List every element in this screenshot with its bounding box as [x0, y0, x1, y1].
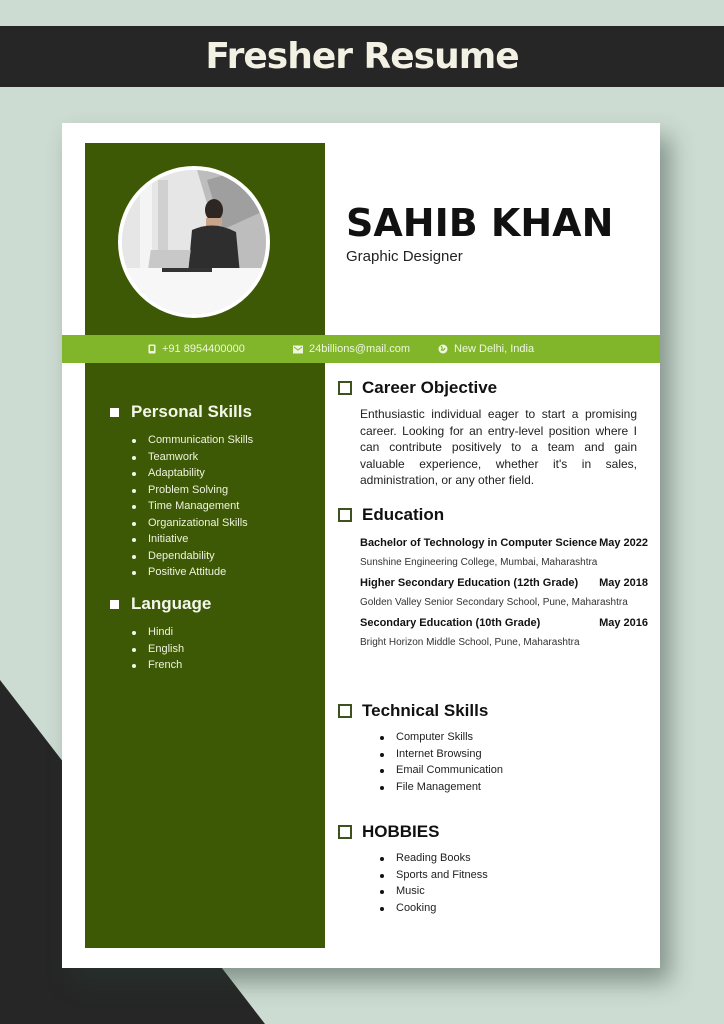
contact-phone: [148, 335, 245, 363]
hobbies-heading: HOBBIES: [338, 822, 648, 842]
list-item: Initiative: [132, 531, 253, 548]
personal-skills-list: [110, 432, 253, 581]
technical-skills-section: [338, 701, 648, 795]
language-section: [110, 594, 211, 674]
list-item: Adaptability: [132, 465, 253, 482]
list-item: Teamwork: [132, 449, 253, 466]
location-text: New Delhi, India: [454, 343, 535, 355]
list-item: Problem Solving: [132, 482, 253, 499]
education-entry: [360, 617, 648, 629]
list-item: Internet Browsing: [380, 746, 648, 763]
degree-title: Higher Secondary Education (12th Grade): [360, 577, 579, 589]
candidate-role: Graphic Designer: [346, 248, 463, 265]
square-bullet-icon: [110, 600, 119, 609]
contact-location: [438, 335, 534, 363]
career-objective-text: Enthusiastic individual eager to start a promising career. Looking for an entry-level position where I can contribute positively to a team and gain valuable experience, whether it's in sales, administration, or any other field.: [360, 407, 637, 487]
list-item: French: [132, 657, 211, 674]
personal-skills-section: [110, 402, 253, 581]
hollow-square-icon: [338, 381, 352, 395]
hollow-square-icon: [338, 704, 352, 718]
list-item: English: [132, 641, 211, 658]
list-item: File Management: [380, 779, 648, 796]
degree-title: Secondary Education (10th Grade): [360, 617, 541, 629]
candidate-name: SAHIB KHAN: [346, 201, 614, 245]
degree-date: May 2022: [599, 537, 648, 549]
phone-text: +91 8954400000: [162, 343, 245, 355]
email-text[interactable]: 24billions@mail.com: [309, 343, 411, 355]
hollow-square-icon: [338, 508, 352, 522]
career-objective-section: [338, 378, 648, 489]
contact-bar: [62, 335, 660, 363]
list-item: Positive Attitude: [132, 564, 253, 581]
language-list: [110, 624, 211, 674]
education-heading: Education: [338, 505, 648, 525]
globe-icon: [438, 344, 448, 354]
top-banner: [0, 26, 724, 87]
education-section: [338, 505, 648, 648]
school-name: Sunshine Engineering College, Mumbai, Maharashtra: [360, 557, 598, 568]
school-name: Golden Valley Senior Secondary School, Pune, Maharashtra: [360, 597, 628, 608]
hobbies-list: [338, 850, 648, 916]
list-item: Email Communication: [380, 762, 648, 779]
list-item: Sports and Fitness: [380, 867, 648, 884]
hollow-square-icon: [338, 825, 352, 839]
list-item: Communication Skills: [132, 432, 253, 449]
list-item: Dependability: [132, 548, 253, 565]
school-name: Bright Horizon Middle School, Pune, Maharashtra: [360, 637, 580, 648]
career-objective-heading: Career Objective: [338, 378, 648, 398]
email-icon: [293, 345, 303, 354]
list-item: Organizational Skills: [132, 515, 253, 532]
banner-title: Fresher Resume: [205, 36, 519, 77]
name-block: [346, 200, 613, 265]
square-bullet-icon: [110, 408, 119, 417]
degree-date: May 2016: [599, 617, 648, 629]
list-item: Cooking: [380, 900, 648, 917]
language-heading: Language: [110, 594, 211, 614]
person-at-laptop-illustration: [122, 170, 266, 314]
list-item: Hindi: [132, 624, 211, 641]
contact-email: [293, 335, 410, 363]
hobbies-section: [338, 822, 648, 916]
education-entry: [360, 577, 648, 589]
list-item: Reading Books: [380, 850, 648, 867]
degree-title: Bachelor of Technology in Computer Science: [360, 537, 597, 549]
profile-photo: [118, 166, 270, 318]
list-item: Music: [380, 883, 648, 900]
list-item: Computer Skills: [380, 729, 648, 746]
degree-date: May 2018: [599, 577, 648, 589]
education-entry: [360, 537, 648, 549]
phone-icon: [148, 344, 156, 354]
list-item: Time Management: [132, 498, 253, 515]
personal-skills-heading: Personal Skills: [110, 402, 253, 422]
technical-skills-list: [338, 729, 648, 795]
technical-skills-heading: Technical Skills: [338, 701, 648, 721]
